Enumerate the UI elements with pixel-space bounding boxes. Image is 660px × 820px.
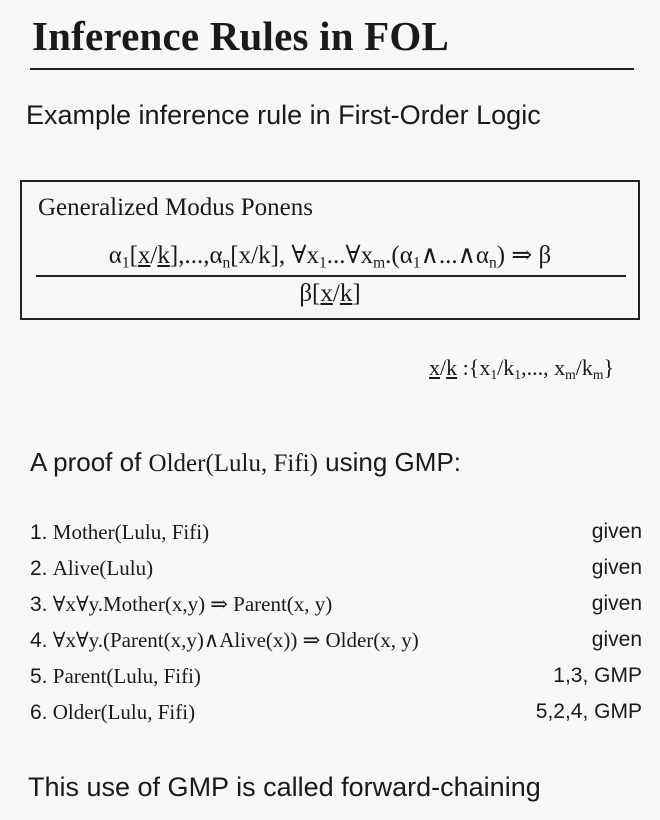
proof-step: 5. Parent(Lulu, Fifi) 1,3, GMP — [30, 664, 642, 688]
gmp-rule-box — [20, 180, 640, 320]
step-justification: 5,2,4, GMP — [535, 700, 642, 723]
step-formula: ∀x∀y.(Parent(x,y)∧Alive(x)) ⇒ Older(x, y) — [52, 628, 419, 652]
proof-heading: A proof of Older(Lulu, Fifi) using GMP: — [30, 447, 462, 477]
footer-note: This use of GMP is called forward-chaining — [28, 772, 541, 802]
proof-step: 6. Older(Lulu, Fifi) 5,2,4, GMP — [30, 700, 642, 724]
substitution-definition: x/k $:\{x_1/k_1$,..., $x_m/k_m$} — [429, 355, 614, 382]
proof-steps — [30, 520, 642, 736]
subtitle: Example inference rule in First-Order Logic — [26, 100, 541, 130]
step-formula: Mother(Lulu, Fifi) — [52, 520, 210, 544]
step-justification: given — [591, 556, 642, 579]
rule-name: Generalized Modus Ponens — [38, 194, 313, 221]
rule-conclusion: β[x/k] — [299, 280, 361, 307]
proof-step: 3. ∀x∀y.Mother(x,y) ⇒ Parent(x, y) given — [30, 592, 642, 616]
step-justification: given — [591, 592, 642, 615]
page-title: Inference Rules in FOL — [32, 13, 450, 59]
step-formula: Parent(Lulu, Fifi) — [52, 664, 201, 688]
rule-premise: $\alpha_1[x/k],...,\alpha_n[x/k]$, $\forall x_1...\forall x_m.(\alpha_1\wedge...\wedge\alpha_n)$ ⇒ β — [108, 242, 552, 272]
proof-goal: Older(Lulu, Fifi) — [148, 450, 318, 477]
step-justification: given — [591, 628, 642, 651]
proof-step: 4. ∀x∀y.(Parent(x,y)∧Alive(x)) ⇒ Older(x, y) given — [30, 628, 642, 652]
step-formula: Older(Lulu, Fifi) — [52, 700, 196, 724]
step-formula: ∀x∀y.Mother(x,y) ⇒ Parent(x, y) — [52, 592, 333, 616]
fraction-bar — [36, 275, 626, 277]
step-justification: 1,3, GMP — [553, 664, 642, 687]
step-formula: Alive(Lulu) — [52, 556, 154, 580]
proof-step: 2. Alive(Lulu) given — [30, 556, 642, 580]
step-justification: given — [591, 520, 642, 543]
title-divider — [30, 68, 634, 70]
proof-step: 1. Mother(Lulu, Fifi) given — [30, 520, 642, 544]
